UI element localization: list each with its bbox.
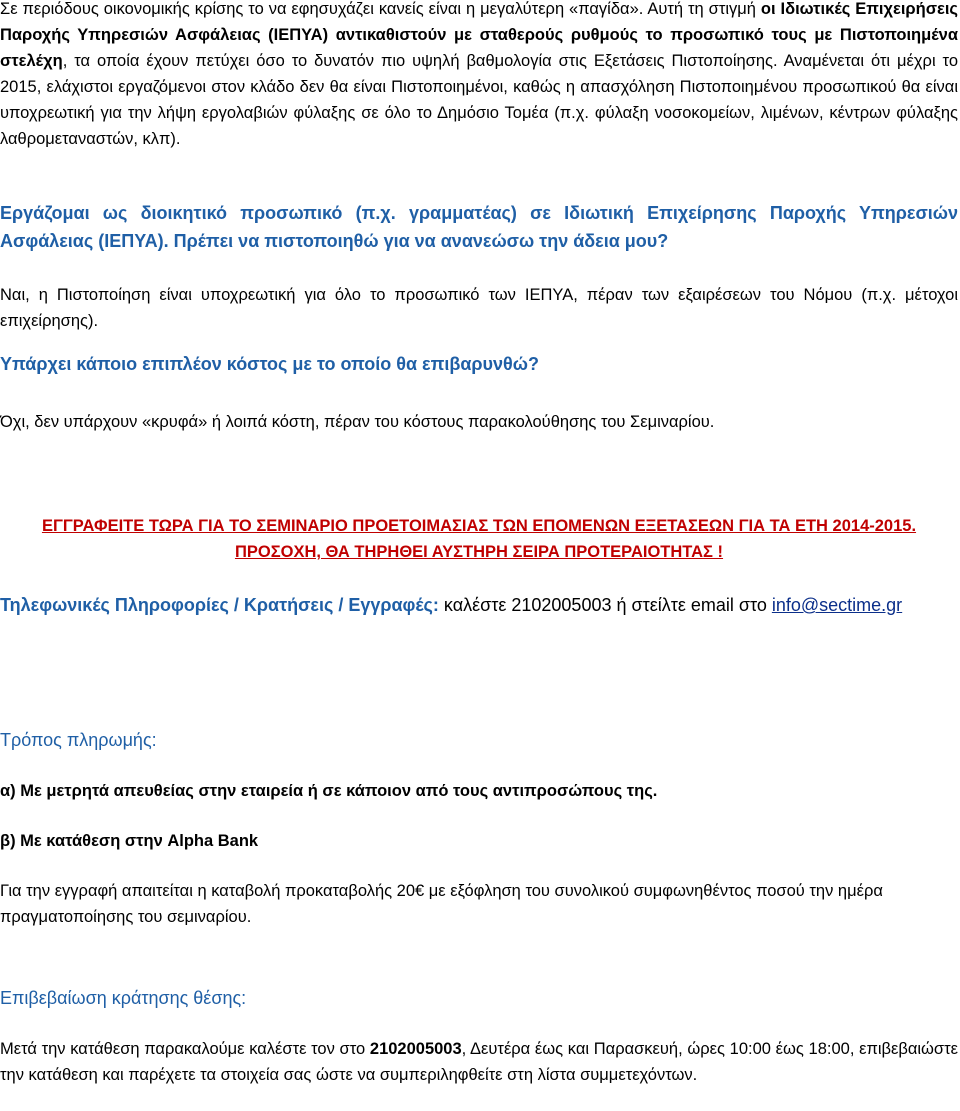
payment-heading: Τρόπος πληρωμής:	[0, 730, 157, 750]
intro-text-2: , τα οποία έχουν πετύχει όσο το δυνατόν πιο υψηλή βαθμολογία στις Εξετάσεις Πιστοποίησης. Αναμένεται ότι μέχρι το 2015, ελάχιστοι εργαζόμενοι στον κλάδο δεν θα είναι Πιστοποιημένοι, καθώς η απασχόληση Πιστοποιημένου προσωπικού θα είναι υποχρεωτική για την λήψη εργολαβιών φύλαξης σε όλο το Δημόσιο Τομέα (π.χ. φύλαξη νοσοκομείων, λιμένων, κέντρων φύλαξης λαθρομεταναστών, κλπ).	[0, 52, 958, 148]
intro-bold-text: οι Ιδιωτικές Επιχειρήσεις Παροχής Υπηρεσιών Ασφάλειας (ΙΕΠΥΑ) αντικαθιστούν με σταθερούς ρυθμούς το προσωπικό τους με Πιστοποιημένα στελέχη	[0, 0, 958, 70]
contact-text: καλέστε 2102005003 ή στείλτε email στο	[438, 595, 772, 615]
contact-label: Τηλεφωνικές Πληροφορίες / Κρατήσεις / Εγγραφές:	[0, 595, 439, 615]
confirmation-paragraph	[0, 1036, 958, 1088]
intro-paragraph	[0, 0, 958, 152]
email-link[interactable]: info@sectime.gr	[771, 595, 903, 615]
faq-question-2: Υπάρχει κάποιο επιπλέον κόστος με το οποίο θα επιβαρυνθώ?	[0, 354, 539, 374]
faq-answer-1: Ναι, η Πιστοποίηση είναι υποχρεωτική για όλο το προσωπικό των ΙΕΠΥΑ, πέραν των εξαιρέσεων του Νόμου (π.χ. μέτοχοι επιχείρησης).	[0, 286, 958, 330]
faq-question-1: Εργάζομαι ως διοικητικό προσωπικό (π.χ. γραμματέας) σε Ιδιωτική Επιχείρησης Παροχής Υπηρεσιών Ασφάλειας (ΙΕΠΥΑ). Πρέπει να πιστοποιηθώ για να ανανεώσω την άδεια μου?	[0, 203, 958, 251]
confirmation-heading: Επιβεβαίωση κράτησης θέσης:	[0, 988, 247, 1008]
confirmation-phone: 2102005003	[369, 1040, 462, 1058]
payment-option-a: α) Με μετρητά απευθείας στην εταιρεία ή σε κάποιον από τους αντιπροσώπους της.	[0, 782, 658, 800]
contact-paragraph	[0, 591, 958, 620]
registration-announcement: ΕΓΓΡΑΦΕΙΤΕ ΤΩΡΑ ΓΙΑ ΤΟ ΣΕΜΙΝΑΡΙΟ ΠΡΟΕΤΟΙΜΑΣΙΑΣ ΤΩΝ ΕΠΟΜΕΝΩΝ ΕΞΕΤΑΣΕΩΝ ΓΙΑ ΤΑ ΕΤΗ 2014-2015. ΠΡΟΣΟΧΗ, ΘΑ ΤΗΡΗΘΕΙ ΑΥΣΤΗΡΗ ΣΕΙΡΑ ΠΡΟΤΕΡΑΙΟΤΗΤΑΣ !	[41, 517, 917, 561]
intro-text-1: Σε περιόδους οικονομικής κρίσης το να εφησυχάζει κανείς είναι η μεγαλύτερη «παγίδα». Αυτή τη στιγμή	[0, 0, 761, 18]
payment-note: Για την εγγραφή απαιτείται η καταβολή προκαταβολής 20€ με εξόφληση του συνολικού συμφωνηθέντος ποσού την ημέρα πραγματοποίησης του σεμιναρίου.	[0, 882, 883, 926]
confirmation-text-2: , Δευτέρα έως και Παρασκευή, ώρες 10:00 έως 18:00, επιβεβαιώστε την κατάθεση και παρέχετε τα στοιχεία σας ώστε να συμπεριληφθείτε στη λίστα συμμετεχόντων.	[0, 1040, 958, 1084]
confirmation-text-1: Μετά την κατάθεση παρακαλούμε καλέστε τον στο	[0, 1040, 370, 1058]
faq-answer-2: Όχι, δεν υπάρχουν «κρυφά» ή λοιπά κόστη, πέραν του κόστους παρακολούθησης του Σεμιναρίου.	[0, 413, 715, 431]
payment-option-b: β) Με κατάθεση στην Alpha Bank	[0, 832, 259, 850]
